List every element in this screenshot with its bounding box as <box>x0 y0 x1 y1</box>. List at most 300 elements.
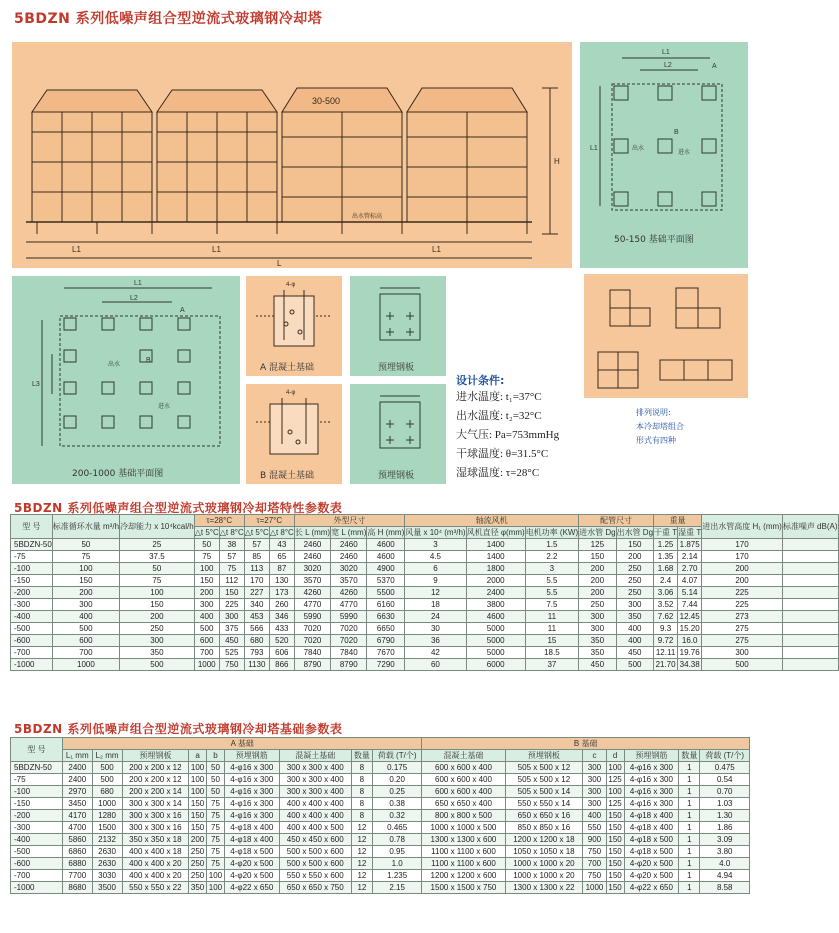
table-cell: 100 <box>52 563 119 575</box>
table-cell: 8 <box>351 774 372 786</box>
table-cell: 800 x 800 x 500 <box>422 810 505 822</box>
table-cell: 1 <box>679 810 700 822</box>
table-cell: 400 <box>616 635 653 647</box>
foundation-b-panel <box>246 384 342 484</box>
outlet-label: 出水管标高 <box>352 214 383 220</box>
table-cell: 4-φ18 x 400 <box>224 834 279 846</box>
table-cell: 600 <box>194 635 219 647</box>
table-cell: -700 <box>11 647 53 659</box>
table-cell: 1 <box>679 858 700 870</box>
table-cell: 25 <box>120 539 195 551</box>
table-cell: 1 <box>679 822 700 834</box>
table-cell: 600 <box>52 635 119 647</box>
table-cell: 525 <box>219 647 244 659</box>
page-title: 5BDZN 系列低噪声组合型逆流式玻璃钢冷却塔 <box>14 11 323 27</box>
table-cell: 400 <box>52 611 119 623</box>
table-cell: 150 <box>52 575 119 587</box>
found-group-header: B 基础 <box>422 738 750 750</box>
table-cell: 9.72 <box>654 635 678 647</box>
found-header: 预埋钢筋 <box>624 750 679 762</box>
table-cell: 4-φ18 x 500 <box>224 846 279 858</box>
spec-header: 高 H (mm) <box>367 528 405 537</box>
table-cell: 680 <box>244 635 269 647</box>
table-cell: 5500 <box>367 587 405 599</box>
table-cell: 1300 x 1300 x 600 <box>422 834 505 846</box>
table-cell: 150 <box>606 846 624 858</box>
table-cell: 21.70 <box>654 659 678 671</box>
table-cell: 4.07 <box>678 575 702 587</box>
table-cell: 250 <box>616 587 653 599</box>
table-cell: 4-φ16 x 300 <box>224 798 279 810</box>
table-cell: 0.465 <box>372 822 421 834</box>
table-cell: 400 x 400 x 20 <box>122 870 189 882</box>
table-cell: 0.70 <box>700 786 750 798</box>
spec-header: 出水管 Dg <box>616 528 654 537</box>
condition-outlet-temp: 出水温度: t₂=32°C <box>456 410 542 422</box>
table-cell: 200 x 200 x 14 <box>122 786 189 798</box>
table-cell: 7670 <box>367 647 405 659</box>
table-cell: 300 <box>616 599 653 611</box>
table-cell: 433 <box>269 623 294 635</box>
table-cell: 2630 <box>92 858 122 870</box>
table-cell: 150 <box>194 575 219 587</box>
table-cell: 700 <box>583 858 606 870</box>
table-cell: 250 <box>189 870 207 882</box>
table-cell: 100 <box>207 870 225 882</box>
table-cell: 5370 <box>367 575 405 587</box>
table-cell: 75 <box>120 575 195 587</box>
table-cell: 16.0 <box>678 635 702 647</box>
table-cell: 300 <box>579 611 616 623</box>
spec-table <box>10 514 838 671</box>
table-cell <box>782 647 838 659</box>
table-cell: 12 <box>405 587 466 599</box>
plan2-in: 进水 <box>158 404 171 410</box>
foundation-table <box>10 737 750 894</box>
table-cell: 200 <box>702 575 783 587</box>
table-cell: 150 <box>189 798 207 810</box>
table-cell: 1 <box>679 846 700 858</box>
table-cell: 4-φ16 x 300 <box>624 786 679 798</box>
table-cell: 505 x 500 x 12 <box>505 762 583 774</box>
spec-header: 型 号 <box>11 515 53 539</box>
table-cell <box>782 623 838 635</box>
table-cell: 42 <box>405 647 466 659</box>
table-cell <box>782 587 838 599</box>
table-cell: 500 <box>194 623 219 635</box>
table-cell: 2400 <box>63 762 93 774</box>
table-cell: 550 x 550 x 600 <box>279 870 351 882</box>
condition-pressure: 大气压: Pa=753mmHg <box>456 429 560 441</box>
table-cell: 250 <box>616 575 653 587</box>
table-cell: 100 <box>189 774 207 786</box>
table-cell: 3570 <box>331 575 367 587</box>
table-cell: 11 <box>525 623 578 635</box>
table-cell: 300 <box>583 786 606 798</box>
table-cell: 2400 <box>63 774 93 786</box>
dim-h: H <box>554 157 560 166</box>
table-cell: 750 <box>583 846 606 858</box>
table-row <box>11 611 839 623</box>
table-cell: -200 <box>11 587 53 599</box>
spec-header: △t 8°C <box>219 528 244 537</box>
table-cell: 2460 <box>331 551 367 563</box>
table-cell: 200 <box>52 587 119 599</box>
table-cell: 700 <box>194 647 219 659</box>
table-cell: 43 <box>269 539 294 551</box>
table-cell: 700 <box>52 647 119 659</box>
table-cell: 7840 <box>294 647 330 659</box>
table-cell: 3500 <box>92 882 122 894</box>
plate-a-panel <box>350 276 446 376</box>
table-cell: 15.20 <box>678 623 702 635</box>
table-cell: 500 x 500 x 600 <box>279 858 351 870</box>
table-cell: 500 <box>52 623 119 635</box>
table-cell: 5990 <box>331 611 367 623</box>
table-cell: 7020 <box>294 635 330 647</box>
spec-header: 标准循环水量 m³/h <box>52 515 119 539</box>
table-cell: 150 <box>606 822 624 834</box>
spec-header: △t 5°C <box>244 528 269 537</box>
table-cell: 5.14 <box>678 587 702 599</box>
table-cell: 4-φ16 x 300 <box>224 762 279 774</box>
table-cell <box>782 635 838 647</box>
table-cell: 7.5 <box>525 599 578 611</box>
spec-group-header: 外型尺寸 <box>294 515 404 527</box>
plan1-caption: 50-150 基础平面图 <box>614 235 694 245</box>
table-cell: 1100 x 1100 x 600 <box>422 858 505 870</box>
table-cell: 4260 <box>294 587 330 599</box>
table-cell: 250 <box>189 846 207 858</box>
table-cell: 50 <box>120 563 195 575</box>
table-cell: 4-φ16 x 300 <box>624 762 679 774</box>
table-cell: 9 <box>405 575 466 587</box>
table-cell: 400 <box>194 611 219 623</box>
found-header: d <box>606 750 624 762</box>
table-cell: 8790 <box>294 659 330 671</box>
found-header: b <box>207 750 225 762</box>
table-cell: 260 <box>269 599 294 611</box>
table-cell: 450 <box>579 659 616 671</box>
table-cell: 300 x 300 x 16 <box>122 810 189 822</box>
table-cell: 5BDZN-50 <box>11 539 53 551</box>
tower-elevation-drawing <box>12 42 572 268</box>
table-cell: 2.15 <box>372 882 421 894</box>
table-cell: 500 <box>702 659 783 671</box>
table-cell: 12.45 <box>678 611 702 623</box>
table-cell: 200 <box>702 563 783 575</box>
table-cell: 300 <box>52 599 119 611</box>
table-cell: 5BDZN-50 <box>11 762 63 774</box>
spec-header: 进出水管高度 H₁ (mm) <box>702 515 783 539</box>
table-cell <box>782 659 838 671</box>
table-cell: 4600 <box>367 551 405 563</box>
dim-l1-c: L1 <box>432 245 441 254</box>
table-cell: 4-φ20 x 500 <box>224 870 279 882</box>
table-cell: 275 <box>702 635 783 647</box>
table-row <box>11 647 839 659</box>
table-cell: 9.3 <box>654 623 678 635</box>
table-cell: 0.54 <box>700 774 750 786</box>
table-cell: 150 <box>606 810 624 822</box>
table-cell: 4-φ18 x 500 <box>624 834 679 846</box>
table-cell: 450 x 450 x 600 <box>279 834 351 846</box>
table-cell: 36 <box>405 635 466 647</box>
table-cell: 850 x 850 x 16 <box>505 822 583 834</box>
condition-dry-bulb: 干球温度: θ=31.5°C <box>456 448 549 460</box>
table-cell: 227 <box>244 587 269 599</box>
spec-group-header: 配管尺寸 <box>579 515 654 527</box>
table-cell: 125 <box>606 798 624 810</box>
table-cell: 50 <box>194 539 219 551</box>
table-cell: 11 <box>525 611 578 623</box>
table-cell: 0.25 <box>372 786 421 798</box>
table-cell: 37.5 <box>120 551 195 563</box>
table-cell: 1.86 <box>700 822 750 834</box>
table-cell: 5990 <box>294 611 330 623</box>
found-header: 荷载 (T/个) <box>700 750 750 762</box>
table-cell: 5000 <box>466 623 525 635</box>
spec-header: 风量 x 10⁴ (m³/h) <box>405 528 466 537</box>
table-cell: 400 x 400 x 400 <box>279 798 351 810</box>
table-cell: 1000 <box>583 882 606 894</box>
table-cell: 0.20 <box>372 774 421 786</box>
table-cell: 200 <box>120 611 195 623</box>
table-cell: 4170 <box>63 810 93 822</box>
table-cell: 8 <box>351 798 372 810</box>
table-cell: 1.30 <box>700 810 750 822</box>
dim-l1-a: L1 <box>72 245 81 254</box>
found-header: 荷载 (T/个) <box>372 750 421 762</box>
table-cell: 1 <box>679 798 700 810</box>
table-cell <box>782 563 838 575</box>
table-cell: 1200 x 1200 x 600 <box>422 870 505 882</box>
found-b-bolt: 4-φ <box>286 390 296 396</box>
table-cell: 12 <box>351 822 372 834</box>
table-cell: 1000 <box>92 798 122 810</box>
table-cell: -500 <box>11 846 63 858</box>
table-cell: 350 <box>579 647 616 659</box>
table-cell: 4600 <box>367 539 405 551</box>
table-cell: 550 <box>583 822 606 834</box>
plate-b-panel <box>350 384 446 484</box>
table-cell: 2.2 <box>525 551 578 563</box>
table-cell: 4900 <box>367 563 405 575</box>
table-cell: 1.03 <box>700 798 750 810</box>
table-cell: 7840 <box>331 647 367 659</box>
plan1-l1: L1 <box>662 49 670 56</box>
table-cell: 1.68 <box>654 563 678 575</box>
table-cell: 150 <box>120 599 195 611</box>
table-cell: 520 <box>269 635 294 647</box>
table-cell: 87 <box>269 563 294 575</box>
table-cell: 200 x 200 x 12 <box>122 762 189 774</box>
table-cell: 4260 <box>331 587 367 599</box>
table-cell: 19.76 <box>678 647 702 659</box>
table-cell: 1.35 <box>654 551 678 563</box>
table-cell: 12 <box>351 858 372 870</box>
table-cell: 2460 <box>331 539 367 551</box>
table-cell: 500 <box>92 762 122 774</box>
table-cell: 6630 <box>367 611 405 623</box>
spec-group-header: τ=27°C <box>244 515 294 527</box>
table-row <box>11 659 839 671</box>
table-cell: 275 <box>702 623 783 635</box>
table-cell: -300 <box>11 822 63 834</box>
plan-200-1000-panel <box>12 276 240 484</box>
table-cell: -400 <box>11 834 63 846</box>
plan2-l1: L1 <box>134 280 142 287</box>
table-cell: 7.62 <box>654 611 678 623</box>
plan2-b: B <box>146 357 151 364</box>
foundation-table-title: 5BDZN 系列低噪声组合型逆流式玻璃钢冷却塔基础参数表 <box>14 722 343 736</box>
table-cell: -1000 <box>11 659 53 671</box>
table-cell: 200 x 200 x 12 <box>122 774 189 786</box>
table-row <box>11 635 839 647</box>
table-cell: 1500 <box>92 822 122 834</box>
spec-header: △t 8°C <box>269 528 294 537</box>
table-cell: 505 x 500 x 14 <box>505 786 583 798</box>
table-cell: 3800 <box>466 599 525 611</box>
spec-group-header: 轴流风机 <box>405 515 579 527</box>
table-cell: -75 <box>11 774 63 786</box>
table-cell: 5.5 <box>525 587 578 599</box>
table-cell: 0.475 <box>700 762 750 774</box>
table-cell: 4-φ18 x 400 <box>624 810 679 822</box>
table-cell: 4-φ16 x 300 <box>224 810 279 822</box>
table-cell: 75 <box>207 810 225 822</box>
table-row <box>11 774 750 786</box>
table-cell: 1 <box>679 762 700 774</box>
plan1-b: B <box>674 129 679 136</box>
table-cell: 24 <box>405 611 466 623</box>
table-cell: 4-φ18 x 400 <box>224 822 279 834</box>
table-row <box>11 882 750 894</box>
spec-header: 干重 T <box>654 528 678 537</box>
table-row <box>11 834 750 846</box>
table-cell: 300 x 300 x 400 <box>279 786 351 798</box>
table-row <box>11 846 750 858</box>
table-cell: 57 <box>244 539 269 551</box>
table-cell: 1 <box>679 774 700 786</box>
table-cell: 3.52 <box>654 599 678 611</box>
spec-header: 风机直径 φ(mm) <box>466 528 525 537</box>
table-cell: 0.95 <box>372 846 421 858</box>
table-cell: 1200 x 1200 x 18 <box>505 834 583 846</box>
table-cell: 650 x 650 x 16 <box>505 810 583 822</box>
table-cell: 250 <box>189 858 207 870</box>
table-cell: 350 x 350 x 18 <box>122 834 189 846</box>
table-cell: 680 <box>92 786 122 798</box>
table-cell: -300 <box>11 599 53 611</box>
plan2-out: 出水 <box>108 362 121 368</box>
table-cell: 100 <box>194 563 219 575</box>
table-cell: 1050 x 1050 x 18 <box>505 846 583 858</box>
table-cell: 50 <box>52 539 119 551</box>
table-cell <box>782 539 838 551</box>
table-cell: 34.38 <box>678 659 702 671</box>
found-header: 预埋钢板 <box>122 750 189 762</box>
plan2-l3: L3 <box>32 381 40 388</box>
table-row <box>11 822 750 834</box>
table-cell: 5860 <box>63 834 93 846</box>
table-cell: 7.44 <box>678 599 702 611</box>
table-cell: 1000 <box>52 659 119 671</box>
table-cell: -200 <box>11 810 63 822</box>
table-cell: 75 <box>52 551 119 563</box>
table-cell: 50 <box>207 774 225 786</box>
table-cell: 4.94 <box>700 870 750 882</box>
table-cell: 125 <box>606 774 624 786</box>
table-cell: -500 <box>11 623 53 635</box>
table-cell: 130 <box>269 575 294 587</box>
table-cell: 300 <box>219 611 244 623</box>
table-cell: 125 <box>579 539 616 551</box>
table-cell: 1 <box>679 870 700 882</box>
plan1-out: 出水 <box>632 146 645 152</box>
found-header: 数量 <box>679 750 700 762</box>
table-cell: 500 <box>616 659 653 671</box>
table-cell: 225 <box>702 587 783 599</box>
table-cell: 4-φ18 x 400 <box>624 822 679 834</box>
table-cell: -600 <box>11 635 53 647</box>
table-cell: 400 <box>616 623 653 635</box>
table-cell: 505 x 500 x 12 <box>505 774 583 786</box>
table-cell: 0.38 <box>372 798 421 810</box>
table-cell: 566 <box>244 623 269 635</box>
table-cell: 3450 <box>63 798 93 810</box>
table-cell: 500 <box>120 659 195 671</box>
table-cell: 1000 x 1000 x 20 <box>505 870 583 882</box>
table-cell: 600 x 600 x 400 <box>422 786 505 798</box>
table-cell: 300 <box>579 623 616 635</box>
table-cell: 1130 <box>244 659 269 671</box>
table-cell: 2460 <box>294 539 330 551</box>
table-cell: 4-φ16 x 300 <box>224 774 279 786</box>
table-cell: 170 <box>702 551 783 563</box>
table-cell: 4-φ20 x 500 <box>224 858 279 870</box>
table-cell: 1.0 <box>372 858 421 870</box>
table-row <box>11 563 839 575</box>
table-cell: 2400 <box>466 587 525 599</box>
table-cell: 0.78 <box>372 834 421 846</box>
table-cell: 1400 <box>466 551 525 563</box>
table-cell: 3030 <box>92 870 122 882</box>
table-cell: 600 x 600 x 400 <box>422 774 505 786</box>
arrangement-title: 排列说明: <box>636 408 671 417</box>
table-row <box>11 539 839 551</box>
table-cell: 2460 <box>294 551 330 563</box>
table-cell: 2.70 <box>678 563 702 575</box>
table-row <box>11 858 750 870</box>
table-row <box>11 786 750 798</box>
table-cell: 100 <box>120 587 195 599</box>
spec-header: 宽 L (mm) <box>331 528 367 537</box>
plan1-l1-v: L1 <box>590 145 598 152</box>
table-cell: 450 <box>616 647 653 659</box>
table-cell: 350 <box>120 647 195 659</box>
table-cell: 57 <box>219 551 244 563</box>
table-cell: 450 <box>219 635 244 647</box>
table-cell: 6790 <box>367 635 405 647</box>
table-cell: 346 <box>269 611 294 623</box>
table-cell: 150 <box>189 822 207 834</box>
table-cell: 8680 <box>63 882 93 894</box>
table-cell: -75 <box>11 551 53 563</box>
table-cell: 12 <box>351 882 372 894</box>
table-cell: 150 <box>606 882 624 894</box>
table-cell: 2970 <box>63 786 93 798</box>
